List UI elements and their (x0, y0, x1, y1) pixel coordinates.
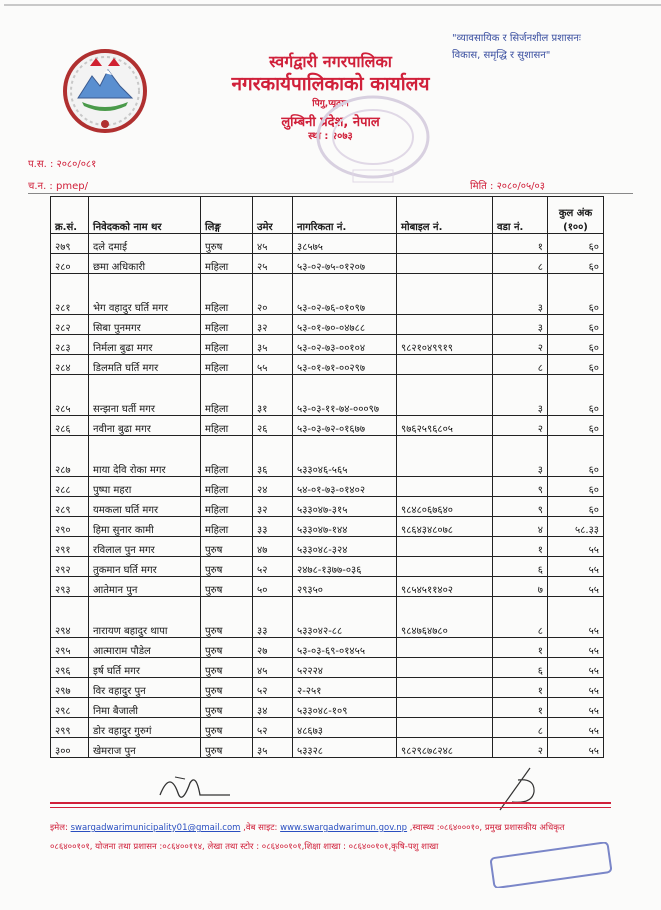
ward-cell: २ (493, 335, 548, 355)
gender-cell: महिला (201, 497, 253, 517)
citizenship-cell: ५३३०४७-१४४ (293, 517, 397, 537)
citizenship-cell: २-२५१ (293, 678, 397, 698)
mobile-cell: ९८२१०४९९१९ (397, 335, 493, 355)
citizenship-cell: ५३-०३-७२-०१६७७ (293, 416, 397, 436)
age-cell: ४५ (253, 234, 293, 254)
mobile-cell: ९८५४५११४०२ (397, 577, 493, 597)
mobile-cell (397, 698, 493, 718)
gender-cell: महिला (201, 274, 253, 315)
footer-divider-thin (50, 807, 611, 808)
age-cell: ३६ (253, 436, 293, 477)
citizenship-cell: ४८६७३ (293, 718, 397, 738)
marks-cell: ६० (548, 436, 604, 477)
gender-cell: महिला (201, 335, 253, 355)
marks-cell: ५५ (548, 738, 604, 758)
gender-cell: पुरुष (201, 557, 253, 577)
name-cell: नारायण बहादुर थापा (89, 597, 201, 638)
col-serial: क्र.सं. (51, 197, 89, 234)
col-ward-no: वडा नं. (493, 197, 548, 234)
age-cell: ३२ (253, 497, 293, 517)
mobile-cell (397, 658, 493, 678)
citizenship-cell: ५३-०१-७०-०४७८८ (293, 315, 397, 335)
citizenship-cell: २४७८-१३७७-०३६ (293, 557, 397, 577)
mobile-cell (397, 274, 493, 315)
age-cell: २० (253, 274, 293, 315)
serial-cell: २९६ (51, 658, 89, 678)
website-label: ,वेब साइट: (243, 823, 278, 833)
marks-cell: ६० (548, 477, 604, 497)
age-cell: २७ (253, 638, 293, 658)
footer-phones-1: ,स्वास्थ्य :०८६४०००१०, प्रमुख प्रशासकीय अधिकृत (409, 823, 565, 833)
marks-cell: ६० (548, 315, 604, 335)
table-row (51, 577, 604, 597)
table-body (51, 234, 604, 758)
serial-cell: २७९ (51, 234, 89, 254)
serial-cell: २८९ (51, 497, 89, 517)
gender-cell: पुरुष (201, 638, 253, 658)
marks-cell: ६० (548, 416, 604, 436)
table-row (51, 416, 604, 436)
citizenship-cell: ५३-०२-७३-००१०४ (293, 335, 397, 355)
office-name: नगरकार्यपालिकाको कार्यालय (231, 73, 430, 95)
marks-cell: ५५ (548, 678, 604, 698)
age-cell: ४७ (253, 537, 293, 557)
office-stamp (308, 92, 438, 187)
mobile-cell (397, 355, 493, 375)
ward-cell: ७ (493, 577, 548, 597)
age-cell: ५५ (253, 355, 293, 375)
ward-cell: १ (493, 678, 548, 698)
citizenship-cell: ५३-०२-७५-०१२०७ (293, 254, 397, 274)
ward-cell: ३ (493, 375, 548, 416)
website-link[interactable]: www.swargadwarimun.gov.np (280, 823, 408, 833)
mobile-cell (397, 234, 493, 254)
name-cell: विर वहादुर पुन (89, 678, 201, 698)
citizenship-cell: ५३-०३-११-७४-०००९७ (293, 375, 397, 416)
gender-cell: पुरुष (201, 577, 253, 597)
table-row (51, 375, 604, 416)
col-gender: लिङ्ग (201, 197, 253, 234)
serial-cell: २८६ (51, 416, 89, 436)
marks-cell: ६० (548, 234, 604, 254)
marks-cell: ६० (548, 274, 604, 315)
mobile-cell: ९८४८०६७६४० (397, 497, 493, 517)
age-cell: ५२ (253, 678, 293, 698)
age-cell: २५ (253, 254, 293, 274)
age-cell: २४ (253, 477, 293, 497)
established-year: स्था : २०७३ (308, 131, 353, 142)
gender-cell: महिला (201, 436, 253, 477)
name-cell: इर्ष घर्ति मगर (89, 658, 201, 678)
mobile-cell (397, 537, 493, 557)
ward-cell: २ (493, 416, 548, 436)
citizenship-cell: ५३३२८ (293, 738, 397, 758)
ward-cell: १ (493, 537, 548, 557)
officer-stamp (488, 842, 616, 888)
gender-cell: महिला (201, 355, 253, 375)
serial-cell: २८३ (51, 335, 89, 355)
name-cell: छमा अधिकारी (89, 254, 201, 274)
table-row (51, 477, 604, 497)
marks-cell: ६० (548, 355, 604, 375)
ward-cell: ४ (493, 517, 548, 537)
age-cell: ३५ (253, 738, 293, 758)
citizenship-cell: ५३-०३-६९-०१४५५ (293, 638, 397, 658)
mobile-cell (397, 638, 493, 658)
mobile-cell (397, 718, 493, 738)
gender-cell: पुरुष (201, 537, 253, 557)
gender-cell: महिला (201, 315, 253, 335)
citizenship-cell: ५४-०१-७३-०१४०२ (293, 477, 397, 497)
age-cell: ३५ (253, 335, 293, 355)
serial-cell: २८८ (51, 477, 89, 497)
reference-number: प.स. : २०८०/०८१ (28, 159, 97, 170)
col-citizenship-no: नागरिकता नं. (293, 197, 397, 234)
table-header-row (51, 197, 604, 234)
marks-cell: ६० (548, 254, 604, 274)
marks-cell: ५५ (548, 577, 604, 597)
name-cell: नवीना बुढा मगर (89, 416, 201, 436)
gender-cell: पुरुष (201, 234, 253, 254)
serial-cell: २८७ (51, 436, 89, 477)
serial-cell: २८२ (51, 315, 89, 335)
serial-cell: २८५ (51, 375, 89, 416)
age-cell: ५२ (253, 718, 293, 738)
gender-cell: महिला (201, 477, 253, 497)
serial-cell: २९३ (51, 577, 89, 597)
top-border (4, 4, 661, 6)
name-cell: रविलाल पुन मगर (89, 537, 201, 557)
table-row (51, 597, 604, 638)
serial-cell: २९८ (51, 698, 89, 718)
gender-cell: महिला (201, 254, 253, 274)
ward-cell: ३ (493, 315, 548, 335)
municipality-name: स्वर्गद्वारी नगरपालिका (269, 52, 392, 71)
name-cell: यमकला घर्ति मगर (89, 497, 201, 517)
marks-cell: ५५ (548, 718, 604, 738)
citizenship-cell: ५३३०४२-८८ (293, 597, 397, 638)
citizenship-cell: २९३५० (293, 577, 397, 597)
gender-cell: पुरुष (201, 738, 253, 758)
name-cell: आत्माराम पौडेल (89, 638, 201, 658)
mobile-cell: ९८४७६४७८० (397, 597, 493, 638)
ward-cell: १ (493, 638, 548, 658)
mobile-cell (397, 477, 493, 497)
ward-cell: ६ (493, 658, 548, 678)
gender-cell: पुरुष (201, 718, 253, 738)
name-cell: सन्झना घर्ती मगर (89, 375, 201, 416)
table-row (51, 537, 604, 557)
citizenship-cell: ५३३०४७-३१५ (293, 497, 397, 517)
mobile-cell: ९८६४३४८०७८ (397, 517, 493, 537)
province-name: लुम्बिनी प्रदेश, नेपाल (281, 115, 380, 130)
serial-cell: २९२ (51, 557, 89, 577)
age-cell: ३२ (253, 315, 293, 335)
ward-cell: १ (493, 698, 548, 718)
marks-cell: ६० (548, 375, 604, 416)
mobile-cell (397, 678, 493, 698)
serial-cell: २८१ (51, 274, 89, 315)
ward-cell: ९ (493, 497, 548, 517)
ward-cell: ८ (493, 597, 548, 638)
citizenship-cell: ५३३०४६-५६५ (293, 436, 397, 477)
marks-cell: ६० (548, 335, 604, 355)
document-date: मिति : २०८०/०५/०३ (470, 181, 545, 192)
gender-cell: महिला (201, 416, 253, 436)
ward-cell: ९ (493, 477, 548, 497)
citizenship-cell: ५३-०१-७१-००२९७ (293, 355, 397, 375)
mobile-cell (397, 315, 493, 335)
footer-contact-line-2: ०८६४००१०१, योजना तथा प्रशासन :०८६४००११४, लेखा तथा स्टोर : ०८६४००१०१,शिक्षा शाखा : ०८६४००१०१,कृषि-पशु शाखा (50, 842, 439, 852)
marks-cell: ५५ (548, 698, 604, 718)
table-row (51, 254, 604, 274)
mobile-cell: ९८२९८७८२४८ (397, 738, 493, 758)
dispatch-number: च.न. : pmep/ (28, 181, 88, 192)
slogan-line-2: विकास, समृद्धि र सुशासन" (452, 50, 551, 61)
table-row (51, 557, 604, 577)
col-applicant-name: निवेदकको नाम थर (89, 197, 201, 234)
table-row (51, 497, 604, 517)
name-cell: डिलमति घर्ति मगर (89, 355, 201, 375)
age-cell: ५२ (253, 557, 293, 577)
table-row (51, 718, 604, 738)
email-label: इमेल: (50, 823, 68, 833)
marks-cell: ५८.३३ (548, 517, 604, 537)
serial-cell: २८० (51, 254, 89, 274)
email-link[interactable]: swargadwarimunicipality01@gmail.com (70, 823, 241, 833)
ward-cell: ३ (493, 436, 548, 477)
ward-cell: ८ (493, 718, 548, 738)
name-cell: डोर वहादुर गुरुगं (89, 718, 201, 738)
name-cell: हिमा सुनार कामी (89, 517, 201, 537)
table-row (51, 355, 604, 375)
name-cell: खेमराज पुन (89, 738, 201, 758)
footer-contact-line-1 (50, 822, 610, 833)
name-cell: पुष्पा महरा (89, 477, 201, 497)
gender-cell: महिला (201, 517, 253, 537)
marks-cell: ५५ (548, 658, 604, 678)
age-cell: ३४ (253, 698, 293, 718)
citizenship-cell: ५३३०४८-१०९ (293, 698, 397, 718)
col-age: उमेर (253, 197, 293, 234)
gender-cell: महिला (201, 375, 253, 416)
name-cell: आतेमान पुन (89, 577, 201, 597)
age-cell: ३३ (253, 517, 293, 537)
citizenship-cell: ५२२२४ (293, 658, 397, 678)
table-row (51, 436, 604, 477)
serial-cell: २९१ (51, 537, 89, 557)
table-row (51, 678, 604, 698)
ward-cell: ३ (493, 274, 548, 315)
age-cell: ४५ (253, 658, 293, 678)
gender-cell: पुरुष (201, 597, 253, 638)
table-row (51, 315, 604, 335)
table-row (51, 698, 604, 718)
citizenship-cell: ३८५७५ (293, 234, 397, 254)
table-row (51, 335, 604, 355)
serial-cell: २८४ (51, 355, 89, 375)
serial-cell: २९७ (51, 678, 89, 698)
slogan-line-1: "व्यावसायिक र सिर्जनशील प्रशासनः (452, 33, 581, 44)
marks-cell: ५५ (548, 597, 604, 638)
ward-cell: ६ (493, 557, 548, 577)
serial-cell: २९० (51, 517, 89, 537)
marks-cell: ५५ (548, 638, 604, 658)
serial-cell: २९९ (51, 718, 89, 738)
office-location: पिगु,प्यूठान (312, 99, 349, 109)
mobile-cell (397, 254, 493, 274)
citizenship-cell: ५३-०२-७६-०१०९७ (293, 274, 397, 315)
marks-cell: ५५ (548, 537, 604, 557)
col-mobile-no: मोबाइल नं. (397, 197, 493, 234)
table-row (51, 658, 604, 678)
table-row (51, 517, 604, 537)
ward-cell: २ (493, 738, 548, 758)
header-divider (28, 193, 633, 194)
gender-cell: पुरुष (201, 698, 253, 718)
ward-cell: १ (493, 234, 548, 254)
mobile-cell (397, 375, 493, 416)
name-cell: माया देवि रोका मगर (89, 436, 201, 477)
applicant-marks-table (50, 196, 604, 758)
name-cell: भेग वहादुर घर्ति मगर (89, 274, 201, 315)
mobile-cell: ९७६२५९६८०५ (397, 416, 493, 436)
serial-cell: ३०० (51, 738, 89, 758)
serial-cell: २९५ (51, 638, 89, 658)
age-cell: ५० (253, 577, 293, 597)
name-cell: दले दमाई (89, 234, 201, 254)
name-cell: निर्मला बुढा मगर (89, 335, 201, 355)
gender-cell: पुरुष (201, 658, 253, 678)
footer-divider (50, 802, 611, 804)
table-row (51, 638, 604, 658)
serial-cell: २९४ (51, 597, 89, 638)
ward-cell: ८ (493, 355, 548, 375)
ward-cell: ८ (493, 254, 548, 274)
name-cell: निमा बैजाली (89, 698, 201, 718)
citizenship-cell: ५३३०४८-३२४ (293, 537, 397, 557)
marks-cell: ६० (548, 497, 604, 517)
table-row (51, 234, 604, 254)
gender-cell: पुरुष (201, 678, 253, 698)
col-total-marks: कुल अंक (१००) (548, 197, 604, 234)
age-cell: २६ (253, 416, 293, 436)
mobile-cell (397, 557, 493, 577)
mobile-cell (397, 436, 493, 477)
table-row (51, 738, 604, 758)
age-cell: ३१ (253, 375, 293, 416)
name-cell: तुकमान घर्ति मगर (89, 557, 201, 577)
table-row (51, 274, 604, 315)
marks-cell: ५५ (548, 557, 604, 577)
age-cell: ३३ (253, 597, 293, 638)
name-cell: सिबा पुनमगर (89, 315, 201, 335)
